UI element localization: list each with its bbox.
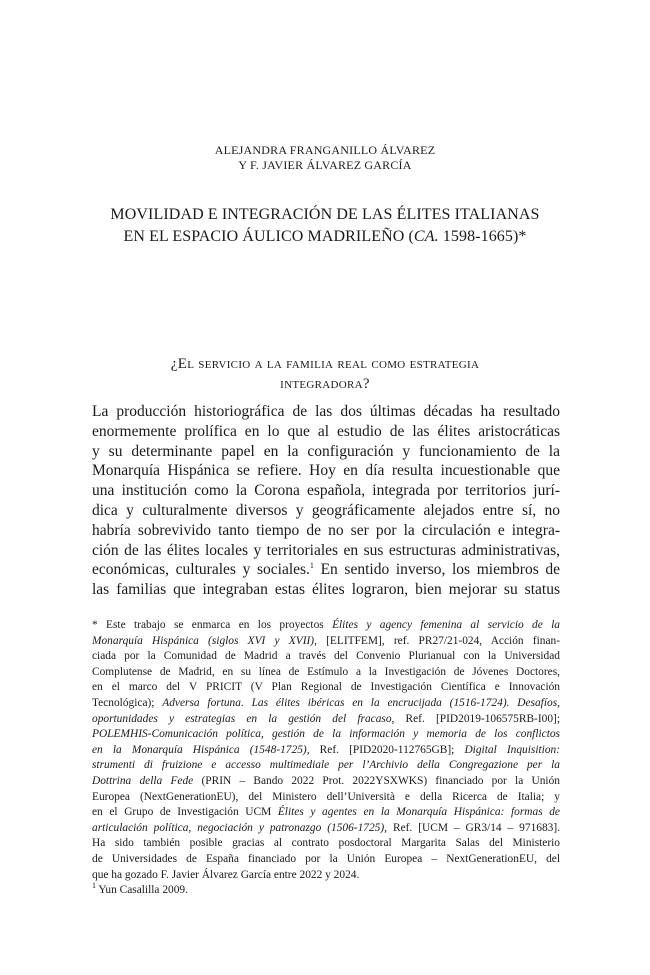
footnote-line: que ha gozado F. Javier Álvarez García entre 2022 y 2024. bbox=[92, 868, 360, 881]
footnote-line bbox=[92, 618, 560, 634]
chapter-title-text: EN EL ESPACIO ÁULICO MADRILEÑO ( bbox=[123, 228, 414, 245]
footnote-italic: Adversa fortuna. Las élites ibéricas en la encrucijada (1516-1724). Desafíos, bbox=[162, 696, 560, 709]
body-line: dica y culturalmente diversos y geográficamente alejados entre sí, no bbox=[92, 501, 560, 519]
body-line bbox=[92, 560, 560, 580]
chapter-title-circa: CA. bbox=[413, 228, 439, 245]
body-line: las familias que integraban estas élites lograron, bien mejorar su status bbox=[92, 581, 560, 599]
footnote-1-text: Yun Casalilla 2009. bbox=[96, 884, 188, 897]
footnote-line bbox=[92, 634, 560, 650]
footnote-italic: Monarquía Hispánica (siglos XVI y XVII), bbox=[92, 634, 317, 647]
footnote-1 bbox=[92, 883, 560, 899]
body-line: La producción historiográfica de las dos últimas décadas ha resultado bbox=[92, 403, 560, 420]
footnote-italic: strumenti di fruizione e accesso multimediale per l’Archivio della Congregazione per la bbox=[92, 759, 560, 772]
body-line: una institución como la Corona española, integrada por territorios jurí- bbox=[92, 482, 560, 500]
footnote-text: en el Grupo de Investigación UCM bbox=[92, 806, 278, 819]
footnote-text: Tecnológica); bbox=[92, 696, 163, 709]
footnote-line bbox=[92, 743, 560, 759]
footnote-line bbox=[92, 696, 560, 712]
chapter-title-dates: 1598-1665)* bbox=[438, 228, 527, 245]
footnote-ref-1[interactable]: 1 bbox=[309, 561, 314, 571]
authors-block bbox=[0, 143, 650, 173]
footnote-line bbox=[92, 712, 560, 728]
footnote-1-mark: 1 bbox=[92, 881, 96, 891]
footnote-italic: oportunidades y estrategias en la gestión del fracaso, bbox=[92, 712, 395, 725]
section-heading-line-1: ¿El servicio a la familia real como estrategia bbox=[170, 356, 480, 372]
footnote-italic: Élites y agency femenina al servicio de la bbox=[332, 619, 560, 631]
footnote-line: Europea (NextGenerationEU), del Ministero dell’Università e della Ricerca de Italia; y bbox=[92, 790, 560, 803]
footnote-line bbox=[92, 805, 560, 821]
body-paragraph bbox=[92, 402, 560, 600]
footnote-italic: Digital Inquisition: bbox=[464, 743, 561, 756]
footnote-line: ciada por la Comunidad de Madrid a través del Convenio Plurianual con la Universidad bbox=[92, 650, 560, 663]
footnote-line bbox=[92, 774, 560, 790]
footnote-text: Ref. [PID2019-106575RB-I00]; bbox=[394, 712, 560, 725]
footnotes bbox=[92, 618, 560, 899]
body-line: enormemente prolífica en lo que al estudio de las élites aristocráticas bbox=[92, 422, 560, 440]
footnote-italic: Élites y agentes en la Monarquía Hispánica: formas de bbox=[277, 806, 560, 819]
chapter-title-line-2 bbox=[0, 226, 650, 248]
footnote-line: en el marco del V PRICIT (V Plan Regional de Investigación Científica e Innovación bbox=[92, 681, 560, 694]
footnote-text: Ref. [UCM – GR3/14 – 971683]. bbox=[387, 821, 560, 834]
footnote-line: de Universidades de España financiado por la Unión Europea – NextGenerationEU, del bbox=[92, 852, 560, 865]
body-text-segment: En sentido inverso, los miembros de bbox=[313, 561, 560, 579]
footnote-line: Ha sido también posible gracias al contrato posdoctoral Margarita Salas del Ministerio bbox=[92, 837, 560, 850]
section-heading-line-2: integradora? bbox=[280, 376, 370, 392]
body-line: Monarquía Hispánica se refiere. Hoy en día resulta incuestionable que bbox=[92, 462, 560, 480]
author-line-1: ALEJANDRA FRANGANILLO ÁLVAREZ bbox=[214, 143, 436, 157]
body-line: y su determinante papel en la configuración y funcionamiento de la bbox=[92, 442, 560, 460]
footnote-text: * Este trabajo se enmarca en los proyectos bbox=[92, 619, 333, 631]
body-line: habría sobrevivido tanto tiempo de no ser por la circulación e integra- bbox=[92, 521, 560, 539]
body-line: ción de las élites locales y territoriales en sus estructuras administrativas, bbox=[92, 541, 560, 559]
chapter-title bbox=[0, 204, 650, 248]
chapter-title-line-1: MOVILIDAD E INTEGRACIÓN DE LAS ÉLITES ITALIANAS bbox=[110, 206, 540, 223]
section-heading bbox=[0, 354, 650, 394]
footnote-line bbox=[92, 758, 560, 774]
footnote-text: [ELITFEM], ref. PR27/21-024, Acción finan- bbox=[316, 634, 560, 647]
footnote-text: (PRIN – Bando 2022 Prot. 2022YSXWKS) financiado por la Unión bbox=[193, 774, 560, 787]
footnote-italic: POLEMHIS-Comunicación política, gestión de la información y memoria de los conflictos bbox=[92, 728, 560, 741]
footnote-line bbox=[92, 821, 560, 837]
footnote-italic: Dottrina della Fede bbox=[92, 774, 194, 787]
footnote-italic: en la Monarquía Hispánica (1548-1725), bbox=[92, 743, 310, 756]
author-line-2: Y F. JAVIER ÁLVAREZ GARCÍA bbox=[238, 158, 412, 172]
footnote-line: Complutense de Madrid, en su línea de Estímulo a la Investigación de Jóvenes Doctores, bbox=[92, 665, 560, 678]
footnote-text: Ref. [PID2020-112765GB]; bbox=[309, 743, 465, 756]
body-text-segment: económicas, culturales y sociales. bbox=[92, 561, 310, 579]
footnote-italic: articulación política, negociación y patronazgo (1506-1725), bbox=[92, 821, 388, 834]
footnote-line bbox=[92, 727, 560, 743]
